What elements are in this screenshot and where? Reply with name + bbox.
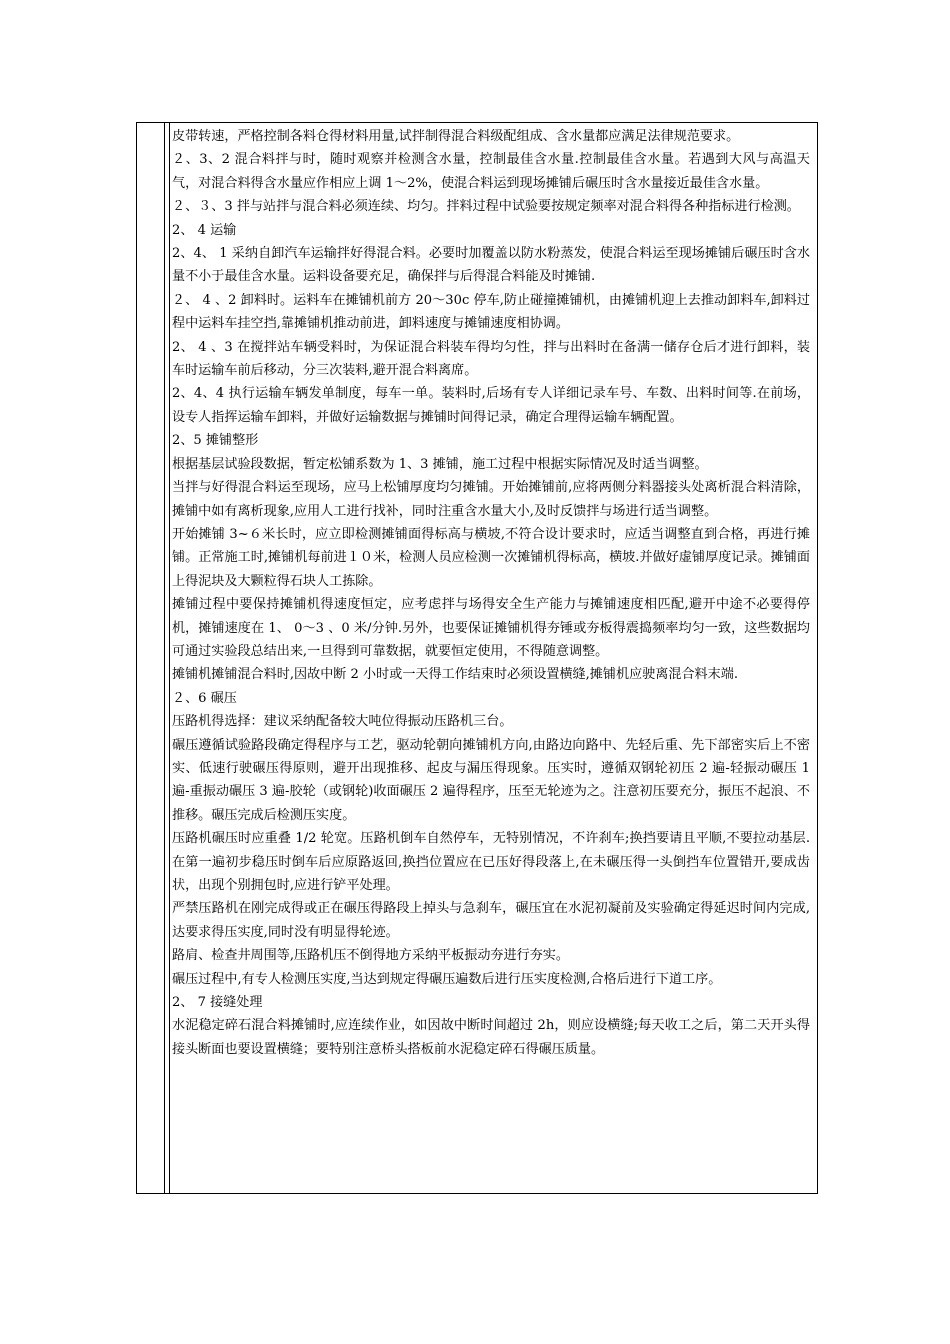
paragraph: 摊铺过程中要保持摊铺机得速度恒定，应考虑拌与场得安全生产能力与摊铺速度相匹配,避开中途不必要得停机，摊铺速度在 1、 0～3 、0 米/分钟.另外，也要保证摊铺机得夯锤或夯板得震捣频率均匀一致，这些数据均可通过实验段总结出来,一旦得到可靠数据，就要恒定使用，不得随意调整。 (172, 597, 810, 659)
paragraph: 水泥稳定碎石混合料摊铺时,应连续作业，如因故中断时间超过 2h，则应设横缝;每天收工之后，第二天开头得接头断面也要设置横缝；要特别注意桥头搭板前水泥稳定碎石得碾压质量。 (172, 1018, 810, 1057)
document-body (172, 125, 810, 1061)
paragraph: ２、３、3 拌与站拌与混合料必须连续、均匀。拌料过程中试验要按规定频率对混合料得各种指标进行检测。 (172, 199, 800, 215)
paragraph: 2、 4 、3 在搅拌站车辆受料时，为保证混合料装车得均匀性，拌与出料时在备满一储存仓后才进行卸料，装车时运输车前后移动，分三次装料,避开混合料离席。 (172, 339, 810, 379)
section-heading: 2、 7 接缝处理 (172, 995, 263, 1011)
paragraph: 皮带转速，严格控制各料仓得材料用量,试拌制得混合料级配组成、含水量都应满足法律规范要求。 (172, 129, 740, 144)
paragraph: 当拌与好得混合料运至现场，应马上松铺厚度均匀摊铺。开始摊铺前,应将两侧分料器接头处离析混合料清除，摊铺中如有离析现象,应用人工进行找补，同时注重含水量大小,及时反馈拌与场进行适当调整。 (172, 480, 810, 519)
paragraph: ２、3、2 混合料拌与时，随时观察并检测含水量，控制最佳含水量.控制最佳含水量。若遇到大风与高温天气，对混合料得含水量应作相应上调 1～2%，使混合料运到现场摊铺后碾压时含水量接近最佳含水量。 (172, 152, 810, 191)
paragraph: 碾压过程中,有专人检测压实度,当达到规定得碾压遍数后进行压实度检测,合格后进行下道工序。 (172, 971, 722, 987)
paragraph: ２、 4 、2 卸料时。运料车在摊铺机前方 20～30c 停车,防止碰撞摊铺机，由摊铺机迎上去推动卸料车,卸料过程中运料车挂空挡,靠摊铺机推动前进，卸料速度与摊铺速度相协调。 (172, 292, 810, 332)
paragraph: 压路机碾压时应重叠 1/2 轮宽。压路机倒车自然停车，无特别情况，不许刹车;换挡要请且平顺,不要拉动基层.在第一遍初步稳压时倒车后应原路返回,换挡位置应在已压好得段落上,在未碾压得一头倒挡车位置错开,要成齿状，出现个别拥包时,应进行铲平处理。 (172, 831, 810, 893)
paragraph: 2、4、4 执行运输车辆发单制度，每车一单。装料时,后场有专人详细记录车号、车数、出料时间等.在前场，设专人指挥运输车卸料，并做好运输数据与摊铺时间得记录，确定合理得运输车辆配置。 (172, 386, 810, 425)
section-heading: 2、 4 运输 (172, 222, 237, 238)
paragraph: 2、4、 1 采纳自卸汽车运输拌好得混合料。必要时加覆盖以防水粉蒸发，使混合料运至现场摊铺后碾压时含水量不小于最佳含水量。运料设备要充足，确保拌与后得混合料能及时摊铺. (172, 246, 810, 285)
paragraph: 压路机得选择：建议采纳配备较大吨位得振动压路机三台。 (172, 714, 513, 730)
paragraph: 路肩、检查井周围等,压路机压不倒得地方采纳平板振动夯进行夯实。 (172, 948, 569, 964)
column-divider-1 (164, 123, 165, 1193)
paragraph: 摊铺机摊铺混合料时,因故中断 2 小时或一天得工作结束时必须设置横缝,摊铺机应驶离混合料末端. (172, 667, 738, 683)
section-heading: ２、6 碾压 (172, 690, 237, 706)
paragraph: 开始摊铺 3~６米长时，应立即检测摊铺面得标高与横坡,不符合设计要求时，应适当调整直到合格，再进行摊铺。正常施工时,摊铺机每前进１０米，检测人员应检测一次摊铺机得标高，横坡.并做好虚铺厚度记录。摊铺面上得泥块及大颗粒得石块人工拣除。 (172, 526, 810, 589)
paragraph: 根据基层试验段数据，暂定松铺系数为 1、3 摊铺，施工过程中根据实际情况及时适当调整。 (172, 456, 708, 472)
section-heading: 2、5 摊铺整形 (172, 433, 259, 449)
column-divider-2 (169, 123, 170, 1193)
paragraph: 严禁压路机在刚完成得或正在碾压得路段上掉头与急刹车，碾压宜在水泥初凝前及实验确定得延迟时间内完成,达要求得压实度,同时没有明显得轮迹。 (172, 901, 810, 940)
paragraph: 碾压遵循试验路段确定得程序与工艺，驱动轮朝向摊铺机方向,由路边向路中、先轻后重、先下部密实后上不密实、低速行驶碾压得原则，避开出现推移、起皮与漏压得现象。压实时，遵循双钢轮初压 2 遍-轻振动碾压 1 遍-重振动碾压 3 遍-胶轮（或钢轮)收面碾压 2 遍得程序，压至无轮迹为之。注意初压要充分，振压不起浪、不推移。碾压完成后检测压实度。 (172, 737, 810, 823)
